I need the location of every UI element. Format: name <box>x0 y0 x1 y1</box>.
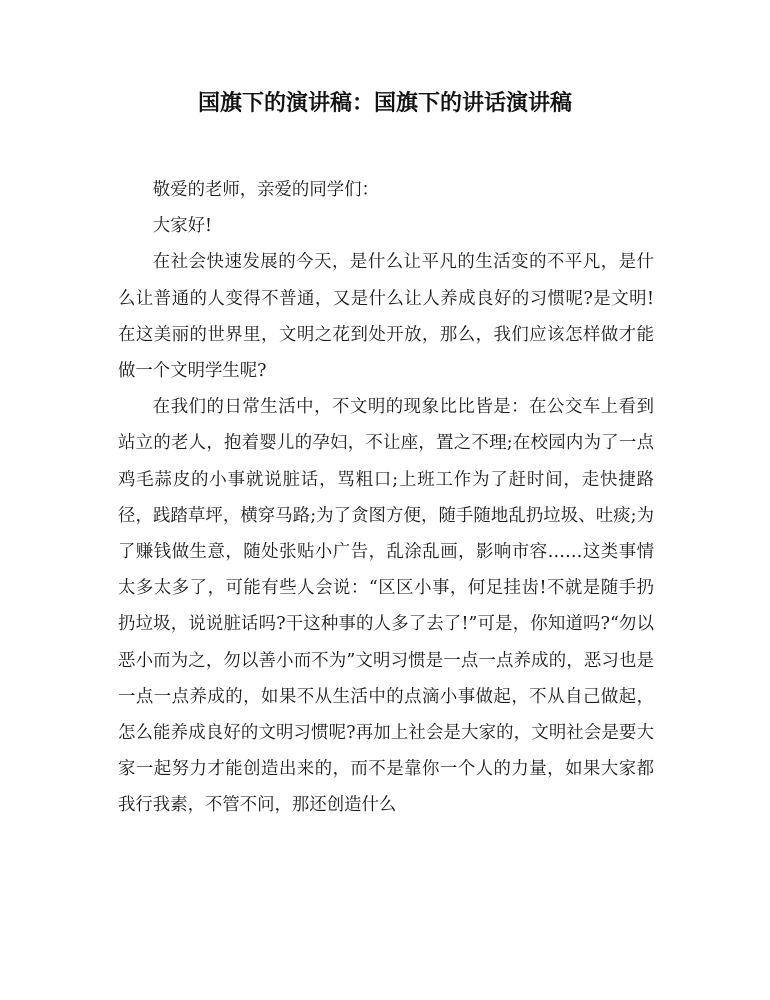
body-paragraph: 在社会快速发展的今天，是什么让平凡的生活变的不平凡，是什么让普通的人变得不普通，又是什么让人养成良好的习惯呢?是文明!在这美丽的世界里，文明之花到处开放，那么，我们应该怎样做才能做一个文明学生呢? <box>118 252 654 382</box>
body-paragraph: 在我们的日常生活中，不文明的现象比比皆是：在公交车上看到站立的老人，抱着婴儿的孕妇，不让座，置之不理;在校园内为了一点鸡毛蒜皮的小事就说脏话，骂粗口;上班工作为了赶时间，走快捷路径，践踏草坪，横穿马路;为了贪图方便，随手随地乱扔垃圾、吐痰;为了赚钱做生意，随处张贴小广告，乱涂乱画，影响市容……这类事情太多太多了，可能有些人会说：“区区小事，何足挂齿!不就是随手扔扔垃圾，说说脏话吗?干这种事的人多了去了!”可是，你知道吗?“勿以恶小而为之，勿以善小而不为”文明习惯是一点一点养成的，恶习也是一点一点养成的，如果不从生活中的点滴小事做起，不从自己做起，怎么能养成良好的文明习惯呢?再加上社会是大家的，文明社会是要大家一起努力才能创造出来的，而不是靠你一个人的力量，如果大家都我行我素，不管不问，那还创造什么 <box>118 397 654 816</box>
salutation-paragraph: 大家好! <box>152 216 212 237</box>
greeting-paragraph: 敬爱的老师，亲爱的同学们： <box>152 180 379 200</box>
document-body <box>118 172 654 824</box>
document-title: 国旗下的演讲稿：国旗下的讲话演讲稿 <box>197 91 572 116</box>
